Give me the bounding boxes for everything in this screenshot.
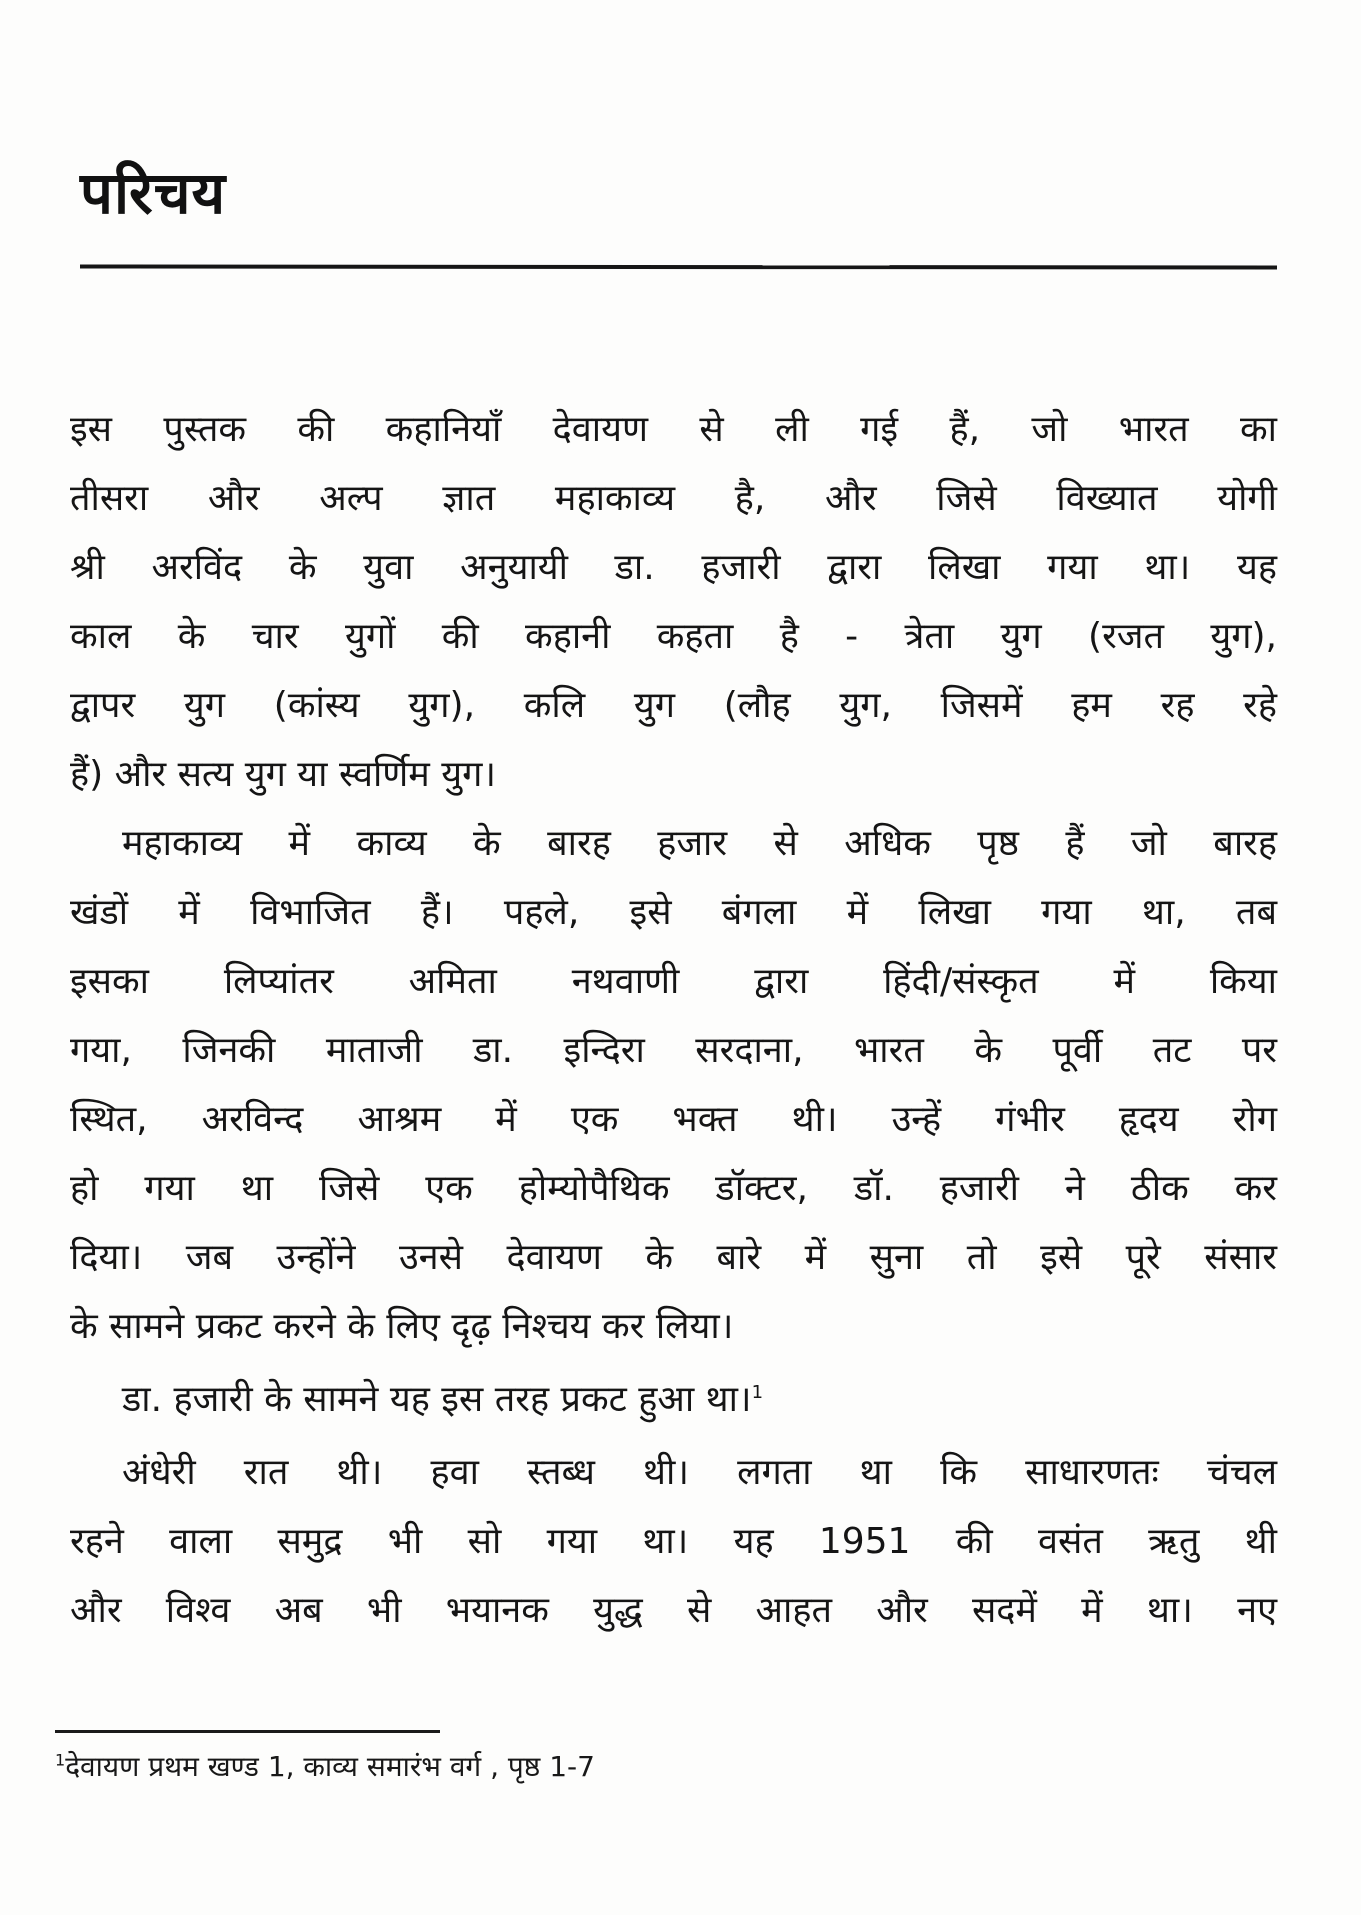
footnote-divider: [55, 1730, 440, 1733]
paragraph-4: [70, 1438, 1277, 1645]
text-line: काल के चार युगों की कहानी कहता है - त्रेता युग (रजत युग),: [70, 616, 1277, 657]
body-text: [70, 395, 1277, 1645]
title-divider: [80, 264, 1277, 269]
text-line: हैं) और सत्य युग या स्वर्णिम युग।: [70, 754, 497, 795]
text-line: खंडों में विभाजित हैं। पहले, इसे बंगला में लिखा गया था, तब: [70, 892, 1277, 933]
paragraph-1: [70, 395, 1277, 809]
text-line: दिया। जब उन्होंने उनसे देवायण के बारे में सुना तो इसे पूरे संसार: [70, 1237, 1277, 1278]
text-line: स्थित, अरविन्द आश्रम में एक भक्त थी। उन्हें गंभीर हृदय रोग: [70, 1099, 1277, 1140]
text-line: महाकाव्य में काव्य के बारह हजार से अधिक पृष्ठ हैं जो बारह: [122, 823, 1277, 864]
text-line: और विश्व अब भी भयानक युद्ध से आहत और सदमें में था। नए: [70, 1590, 1277, 1631]
text-content: डा. हजारी के सामने यह इस तरह प्रकट हुआ था।: [122, 1379, 752, 1420]
text-line: द्वापर युग (कांस्य युग), कलि युग (लौह युग, जिसमें हम रह रहे: [70, 685, 1277, 726]
footnote-reference[interactable]: 1: [751, 1382, 764, 1403]
text-line: रहने वाला समुद्र भी सो गया था। यह 1951 की वसंत ऋतु थी: [70, 1521, 1277, 1562]
text-line: तीसरा और अल्प ज्ञात महाकाव्य है, और जिसे विख्यात योगी: [70, 478, 1277, 519]
text-line: गया, जिनकी माताजी डा. इन्दिरा सरदाना, भारत के पूर्वी तट पर: [70, 1030, 1277, 1071]
text-line: इस पुस्तक की कहानियाँ देवायण से ली गई हैं, जो भारत का: [70, 409, 1277, 450]
paragraph-3: [70, 1365, 1277, 1434]
chapter-title: परिचय: [80, 159, 227, 227]
text-line: हो गया था जिसे एक होम्योपैथिक डॉक्टर, डॉ. हजारी ने ठीक कर: [70, 1168, 1277, 1209]
text-line: इसका लिप्यांतर अमिता नथवाणी द्वारा हिंदी/संस्कृत में किया: [70, 961, 1277, 1002]
text-line: श्री अरविंद के युवा अनुयायी डा. हजारी द्वारा लिखा गया था। यह: [70, 547, 1277, 588]
text-line: अंधेरी रात थी। हवा स्तब्ध थी। लगता था कि साधारणतः चंचल: [122, 1452, 1277, 1493]
text-line: [70, 1365, 1277, 1434]
text-line: के सामने प्रकट करने के लिए दृढ़ निश्चय कर लिया।: [70, 1306, 734, 1347]
footnote-marker: 1: [55, 1750, 66, 1770]
footnote: [55, 1745, 595, 1789]
paragraph-2: [70, 809, 1277, 1361]
footnote-text: देवायण प्रथम खण्ड 1, काव्य समारंभ वर्ग , पृष्ठ 1-7: [65, 1750, 595, 1783]
